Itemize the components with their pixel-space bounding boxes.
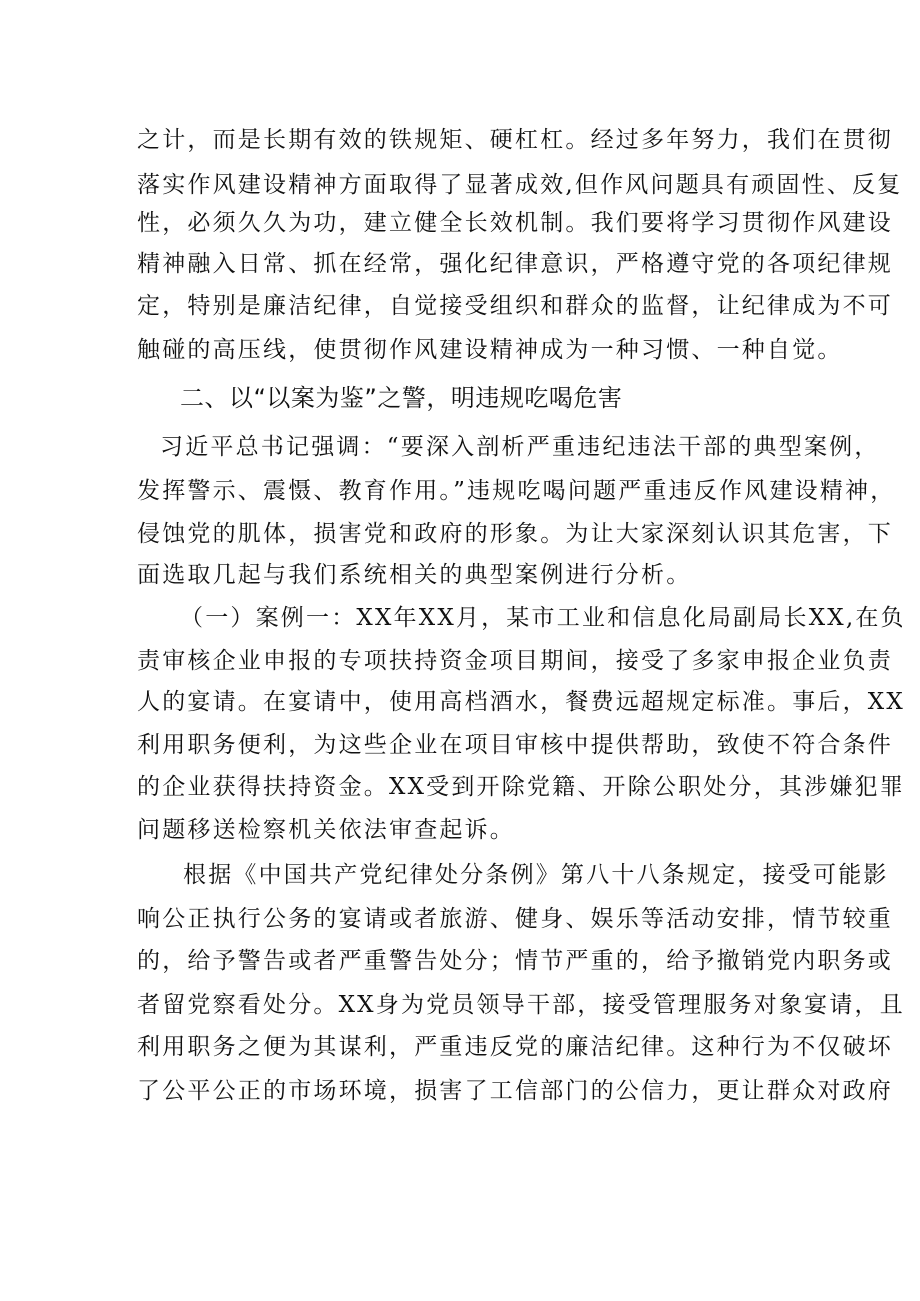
- text-line: 发挥警示、震慑、教育作用。”违规吃喝问题严重违反作风建设精神，: [137, 478, 896, 504]
- text-line: 面选取几起与我们系统相关的典型案例进行分析。: [137, 562, 692, 588]
- text-line: 利用职务便利，为这些企业在项目审核中提供帮助，致使不符合条件: [137, 732, 893, 758]
- text-line: 责审核企业申报的专项扶持资金项目期间，接受了多家申报企业负责: [137, 648, 893, 674]
- text-line: 习近平总书记强调：“要深入剖析严重违纪违法干部的典型案例，: [160, 434, 880, 460]
- text-line: 问题移送检察机关依法审查起诉。: [137, 817, 515, 843]
- text-line: 侵蚀党的肌体，损害党和政府的形象。为让大家深刻认识其危害，下: [137, 521, 893, 547]
- text-line: 的，给予警告或者严重警告处分；情节严重的，给予撤销党内职务或: [137, 948, 893, 974]
- text-line: 之计，而是长期有效的铁规矩、硬杠杠。经过多年努力，我们在贯彻: [137, 127, 893, 153]
- text-line: 落实作风建设精神方面取得了显著成效,但作风问题具有顽固性、反复: [137, 172, 903, 198]
- text-line: 利用职务之便为其谋利，严重违反党的廉洁纪律。这种行为不仅破坏: [137, 1034, 893, 1060]
- text-line: 者留党察看处分。XX身为党员领导干部，接受管理服务对象宴请，且: [137, 992, 905, 1018]
- text-line: 根据《中国共产党纪律处分条例》第八十八条规定，接受可能影: [183, 862, 889, 888]
- text-line: 性，必须久久为功，建立健全长效机制。我们要将学习贯彻作风建设: [137, 210, 893, 236]
- text-line: 触碰的高压线，使贯彻作风建设精神成为一种习惯、一种自觉。: [137, 337, 843, 363]
- text-line: 响公正执行公务的宴请或者旅游、健身、娱乐等活动安排，情节较重: [137, 906, 893, 932]
- text-line: 的企业获得扶持资金。XX受到开除党籍、开除公职处分，其涉嫌犯罪: [137, 774, 905, 800]
- text-line: 定，特别是廉洁纪律，自觉接受组织和群众的监督，让纪律成为不可: [137, 293, 893, 319]
- text-line: 人的宴请。在宴请中，使用高档酒水，餐费远超规定标准。事后，XX: [137, 689, 905, 715]
- section-heading: 二、以“以案为鉴”之警，明违规吃喝危害: [180, 384, 623, 412]
- text-line: 精神融入日常、抓在经常，强化纪律意识，严格遵守党的各项纪律规: [137, 251, 893, 277]
- text-line: （一）案例一：XX年XX月，某市工业和信息化局副局长XX,在负: [180, 605, 906, 631]
- text-line: 了公平公正的市场环境，损害了工信部门的公信力，更让群众对政府: [137, 1078, 893, 1104]
